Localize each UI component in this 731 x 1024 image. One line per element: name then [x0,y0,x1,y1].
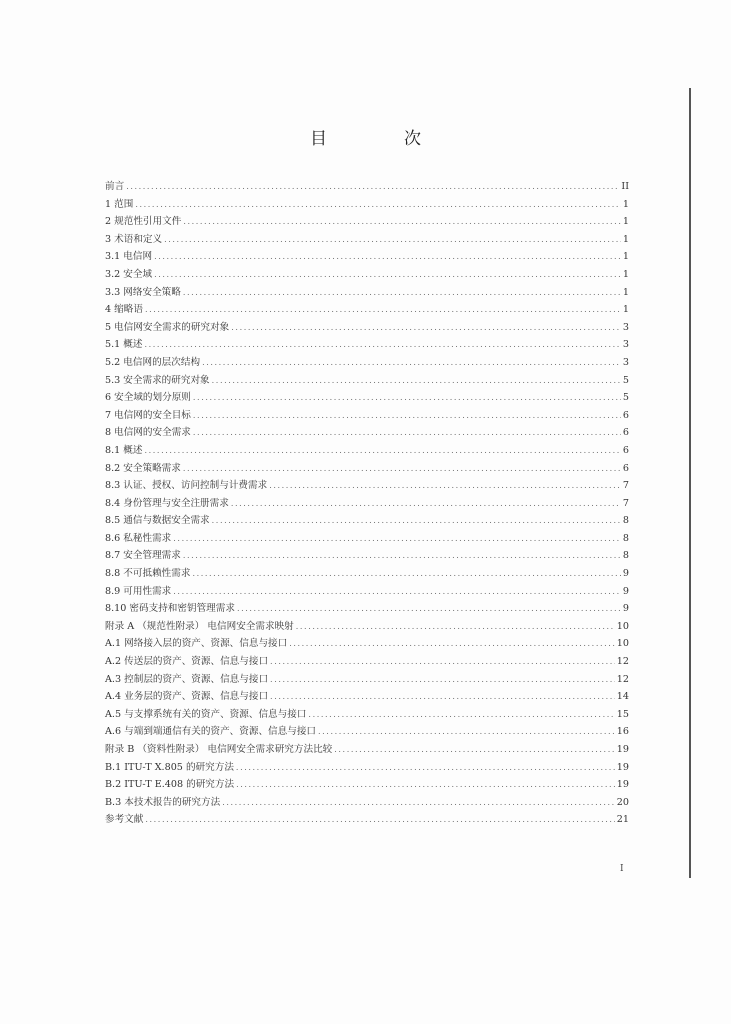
toc-leader-dots [289,635,615,653]
toc-entry-page: 3 [622,321,629,333]
toc-entry-label: 8.5 通信与数据安全需求 [105,515,210,527]
toc-entry[interactable] [105,653,629,671]
toc-leader-dots [183,284,621,302]
toc-entry[interactable] [105,319,629,337]
toc-leader-dots [183,213,621,231]
toc-leader-dots [270,653,615,671]
toc-entry[interactable] [105,776,629,794]
toc-leader-dots [270,671,615,689]
toc-leader-dots [173,583,621,601]
toc-leader-dots [145,442,621,460]
toc-entry[interactable] [105,477,629,495]
toc-leader-dots [237,600,621,618]
page-edge-line [689,88,691,878]
table-of-contents [105,178,629,829]
toc-entry[interactable] [105,811,629,829]
toc-entry[interactable] [105,512,629,530]
toc-entry-page: 20 [616,796,629,808]
toc-entry-page: 7 [622,497,629,509]
toc-leader-dots [145,301,621,319]
toc-entry-page: 1 [622,216,629,228]
toc-entry-label: 2 规范性引用文件 [105,216,182,228]
toc-leader-dots [269,477,621,495]
toc-entry-label: 8.2 安全策略需求 [105,462,181,474]
toc-leader-dots [236,776,615,794]
toc-entry[interactable] [105,336,629,354]
toc-leader-dots [193,424,621,442]
toc-leader-dots [173,530,621,548]
toc-entry[interactable] [105,284,629,302]
toc-entry[interactable] [105,178,629,196]
toc-entry[interactable] [105,354,629,372]
toc-entry-label: 3.2 安全域 [105,268,153,280]
toc-leader-dots [164,231,621,249]
toc-entry-label: 8.1 概述 [105,444,143,456]
toc-leader-dots [212,372,621,390]
toc-entry-page: 16 [616,726,629,738]
toc-leader-dots [308,706,614,724]
toc-entry-label: 8.7 安全管理需求 [105,550,181,562]
toc-entry[interactable] [105,723,629,741]
toc-entry-page: 9 [622,568,629,580]
toc-entry[interactable] [105,706,629,724]
toc-entry-label: 5.2 电信网的层次结构 [105,356,201,368]
toc-leader-dots [334,741,615,759]
toc-entry-label: A.3 控制层的资产、资源、信息与接口 [105,673,269,685]
toc-leader-dots [318,723,615,741]
toc-entry-label: 前言 [105,181,125,192]
toc-entry-label: 5 电信网安全需求的研究对象 [105,321,230,333]
toc-entry-label: 1 范围 [105,198,134,210]
toc-entry-label: 3 术语和定义 [105,233,163,245]
toc-leader-dots [154,248,621,266]
toc-entry-label: 7 电信网的安全目标 [105,409,191,421]
toc-entry[interactable] [105,600,629,618]
toc-leader-dots [192,565,620,583]
toc-entry-page: 7 [622,480,629,492]
toc-leader-dots [236,759,615,777]
toc-entry[interactable] [105,583,629,601]
toc-entry-label: 8.10 密码支持和密钥管理需求 [105,603,235,615]
toc-entry[interactable] [105,442,629,460]
toc-entry[interactable] [105,671,629,689]
toc-entry[interactable] [105,759,629,777]
toc-entry-label: 8.6 私秘性需求 [105,532,172,544]
toc-entry-label: 8.3 认证、授权、访问控制与计费需求 [105,480,268,492]
toc-leader-dots [296,618,615,636]
toc-entry-page: 19 [616,761,629,773]
toc-entry-page: 10 [616,638,629,650]
toc-entry[interactable] [105,407,629,425]
toc-entry-page: 5 [622,374,629,386]
toc-entry-page: 3 [622,339,629,351]
toc-entry[interactable] [105,372,629,390]
toc-entry-label: 8.8 不可抵赖性需求 [105,568,191,580]
toc-entry[interactable] [105,460,629,478]
toc-entry-page: 9 [622,603,629,615]
toc-entry-page: 1 [622,286,629,298]
toc-entry-label: 参考文献 [105,814,144,826]
toc-entry-label: A.2 传送层的资产、资源、信息与接口 [105,656,269,668]
toc-entry-label: 3.1 电信网 [105,251,153,263]
toc-leader-dots [193,389,621,407]
toc-entry-label: 附录 A （规范性附录） 电信网安全需求映射 [105,620,294,632]
page-title: 目 次 [310,129,451,149]
toc-leader-dots [183,460,621,478]
toc-entry-page: 9 [622,585,629,597]
toc-leader-dots [231,495,621,513]
toc-entry-page: 19 [616,744,629,755]
toc-entry-page: 1 [622,268,629,280]
toc-leader-dots [145,811,614,829]
toc-entry-page: 8 [622,550,629,562]
toc-leader-dots [202,354,621,372]
toc-entry-label: 6 安全域的划分原则 [105,392,191,404]
toc-entry-page: 6 [622,427,629,439]
toc-entry-label: 5.3 安全需求的研究对象 [105,374,210,386]
toc-entry[interactable] [105,266,629,284]
toc-entry-label: A.5 与支撑系统有关的资产、资源、信息与接口 [105,708,307,720]
toc-entry-label: 附录 B （资料性附录） 电信网安全需求研究方法比较 [105,744,333,755]
toc-entry[interactable] [105,424,629,442]
toc-entry[interactable] [105,301,629,319]
toc-leader-dots [183,547,621,565]
toc-entry-label: 3.3 网络安全策略 [105,286,181,298]
toc-leader-dots [193,407,621,425]
toc-entry-page: 21 [616,814,629,826]
toc-entry-page: 8 [622,515,629,527]
toc-entry-page: 19 [616,779,629,791]
toc-entry-page: 6 [622,409,629,421]
toc-entry-page: 12 [616,673,629,685]
toc-leader-dots [154,266,621,284]
toc-entry[interactable] [105,248,629,266]
toc-entry-label: 4 缩略语 [105,304,143,316]
toc-leader-dots [270,688,615,706]
toc-entry-page: 14 [616,691,629,703]
toc-entry[interactable] [105,618,629,636]
toc-entry-page: 1 [622,233,629,245]
toc-entry-label: 8.9 可用性需求 [105,585,172,597]
toc-entry-page: 3 [622,356,629,368]
toc-entry-page: II [621,181,629,192]
toc-entry-page: 1 [622,251,629,263]
toc-entry-label: A.1 网络接入层的资产、资源、信息与接口 [105,638,288,650]
toc-leader-dots [231,319,621,337]
toc-entry-page: 8 [622,532,629,544]
toc-entry[interactable] [105,196,629,214]
toc-leader-dots [135,196,621,214]
toc-entry-page: 12 [616,656,629,668]
toc-entry-label: A.6 与端到端通信有关的资产、资源、信息与接口 [105,726,317,738]
toc-entry[interactable] [105,495,629,513]
toc-entry-page: 6 [622,444,629,456]
toc-entry[interactable] [105,635,629,653]
toc-entry-label: B.2 ITU-T E.408 的研究方法 [105,779,235,791]
toc-entry-label: A.4 业务层的资产、资源、信息与接口 [105,691,269,703]
toc-entry-label: 5.1 概述 [105,339,143,351]
toc-entry[interactable] [105,688,629,706]
toc-leader-dots [126,178,619,196]
toc-entry-label: B.1 ITU-T X.805 的研究方法 [105,761,234,773]
toc-entry[interactable] [105,530,629,548]
toc-entry-page: 5 [622,392,629,404]
toc-entry-page: 1 [622,198,629,210]
toc-entry[interactable] [105,213,629,231]
toc-entry-page: 10 [616,620,629,632]
toc-entry-label: 8 电信网的安全需求 [105,427,191,439]
toc-entry-page: 1 [622,304,629,316]
toc-entry-label: 8.4 身份管理与安全注册需求 [105,497,229,509]
toc-entry[interactable] [105,565,629,583]
toc-entry[interactable] [105,389,629,407]
page-number: I [620,864,624,874]
toc-entry[interactable] [105,547,629,565]
toc-entry[interactable] [105,794,629,812]
toc-entry-page: 15 [616,708,629,720]
toc-leader-dots [222,794,615,812]
toc-entry[interactable] [105,231,629,249]
toc-entry-page: 6 [622,462,629,474]
toc-entry-label: B.3 本技术报告的研究方法 [105,796,221,808]
toc-leader-dots [145,336,621,354]
toc-entry[interactable] [105,741,629,759]
toc-leader-dots [212,512,621,530]
